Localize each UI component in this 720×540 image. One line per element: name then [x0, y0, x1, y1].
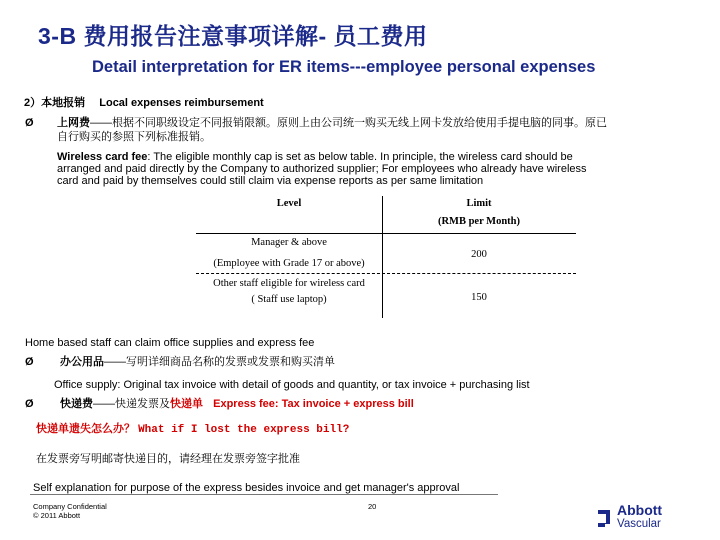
- lost-bill-question-en: What if I lost the express bill?: [138, 424, 350, 436]
- bullet-arrow-icon: Ø: [25, 117, 34, 129]
- logo-sub-wordmark: Vascular: [617, 518, 661, 530]
- bullet-arrow-icon: Ø: [25, 398, 34, 410]
- table-row-2-level-note: ( Staff use laptop): [251, 294, 327, 305]
- office-text-zh: ——写明详细商品名称的发票或发票和购买清单: [104, 356, 335, 368]
- express-text-zh: ——快递发票及: [93, 398, 170, 410]
- section-heading-zh: 2）本地报销: [24, 97, 86, 109]
- wireless-text-en-3: card and paid by themselves could still claim via expense reports as per same limitation: [57, 175, 484, 187]
- office-supply-zh: [60, 356, 335, 369]
- footer-confidential: Company Confidential: [33, 502, 107, 511]
- lost-bill-question-zh: 快递单遗失怎么办？: [36, 423, 135, 435]
- lost-bill-question: [36, 423, 349, 437]
- table-header-divider: [196, 233, 576, 234]
- table-row-1-level: Manager & above: [251, 237, 327, 248]
- wireless-text-zh-2: 自行购买的参照下列标准报销。: [57, 131, 211, 143]
- lost-bill-answer-en: Self explanation for purpose of the express besides invoice and get manager's approval: [33, 482, 460, 494]
- bullet-arrow-icon: Ø: [25, 356, 34, 368]
- wireless-label-en: Wireless card fee: [57, 151, 148, 163]
- page-subtitle: Detail interpretation for ER items---employee personal expenses: [92, 58, 596, 76]
- table-header-limit-unit: (RMB per Month): [437, 216, 521, 227]
- abbott-logo-icon: [597, 506, 611, 528]
- logo-wordmark: Abbott: [617, 502, 663, 518]
- section-heading-en: Local expenses reimbursement: [99, 97, 264, 109]
- office-supply-en: Office supply: Original tax invoice with detail of goods and quantity, or tax invoice + purchasing list: [54, 379, 530, 391]
- express-text-en: Express fee: Tax invoice + express bill: [213, 398, 414, 410]
- wireless-limit-table: [196, 196, 576, 318]
- page-number: 20: [368, 502, 377, 511]
- table-row-1-limit: 200: [471, 249, 487, 260]
- express-label-zh: 快递费: [60, 398, 93, 410]
- wireless-zh-line1: [57, 117, 607, 130]
- wireless-text-zh-1: ——根据不同职级设定不同报销限额。原则上由公司统一购买无线上网卡发放给使用手提电脑的同事。原已: [90, 117, 607, 129]
- table-row-divider: [196, 273, 576, 274]
- office-label-zh: 办公用品: [60, 356, 104, 368]
- table-row-2-level: Other staff eligible for wireless card: [213, 278, 365, 289]
- wireless-text-en-1: : The eligible monthly cap is set as below table. In principle, the wireless card should be: [147, 151, 573, 163]
- table-header-limit: Limit: [466, 198, 492, 209]
- home-based-intro: Home based staff can claim office supplies and express fee: [25, 337, 315, 349]
- express-text-zh-highlight: 快递单: [170, 398, 203, 410]
- wireless-label-zh: 上网费: [57, 117, 90, 129]
- lost-bill-answer-zh: 在发票旁写明邮寄快递目的，请经理在发票旁签字批准: [36, 453, 300, 465]
- table-row-2-limit: 150: [471, 292, 487, 303]
- footer-copyright: © 2011 Abbott: [33, 511, 81, 520]
- wireless-text-en-2: arranged and paid directly by the Company to authorized supplier; For employees who already have wireless: [57, 163, 587, 175]
- express-fee-line: [60, 398, 414, 411]
- page-title: 3-B 费用报告注意事项详解- 员工费用: [38, 23, 428, 49]
- footer-divider: [30, 494, 498, 495]
- table-row-1-level-note: (Employee with Grade 17 or above): [213, 258, 365, 269]
- section-heading-local-reimbursement: [24, 97, 264, 110]
- table-header-level: Level: [276, 198, 302, 209]
- wireless-en-line1: [57, 151, 573, 164]
